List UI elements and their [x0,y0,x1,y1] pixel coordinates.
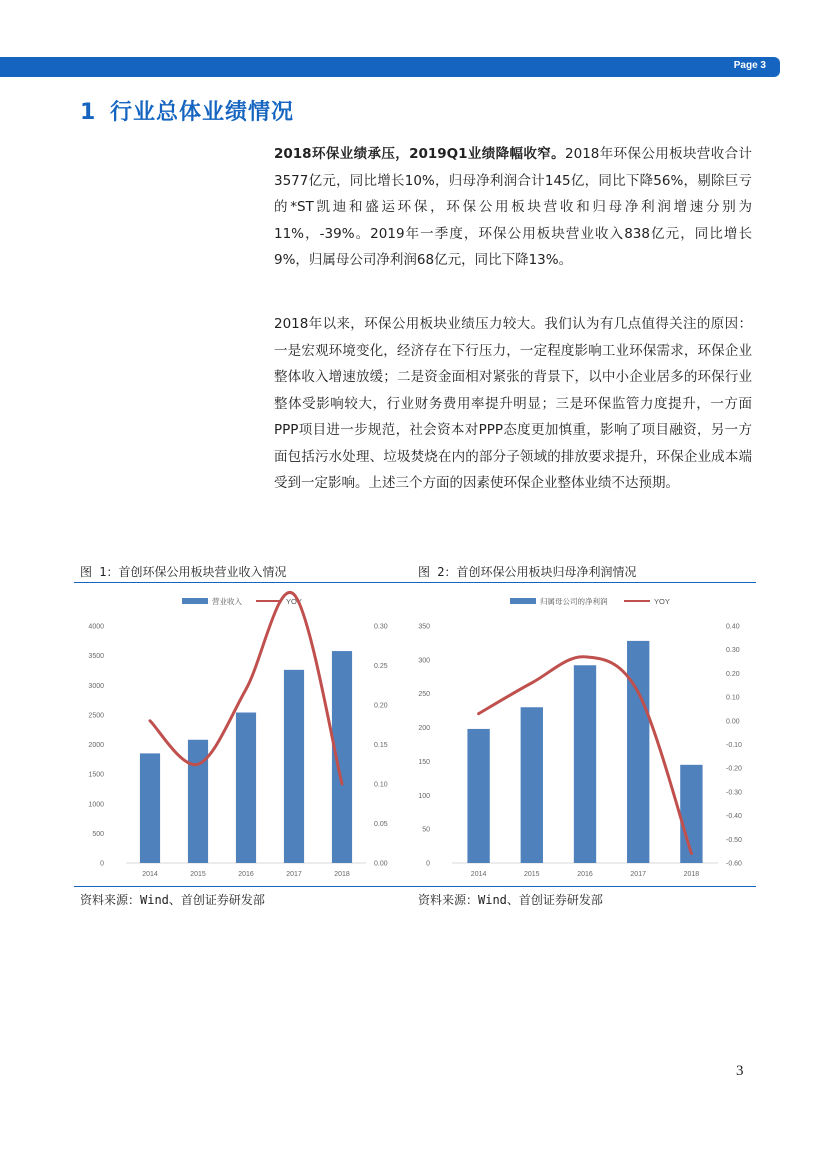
legend-label: YOY [654,597,670,606]
y-right-tick-label: -0.20 [726,765,742,773]
y-right-tick-label: 0.20 [374,702,388,710]
section-number: 1 [80,100,97,125]
header-bar [0,57,780,77]
y-right-tick-label: 0.15 [374,742,388,749]
x-tick-label: 2016 [577,871,593,878]
y-right-tick-label: 0.00 [374,860,388,868]
y-right-tick-label: 0.30 [374,623,388,631]
bar-2016 [574,665,596,863]
y-right-tick-label: 0.30 [726,647,740,655]
revenue-chart [74,588,412,882]
bar-2016 [236,713,256,863]
y-right-tick-label: 0.05 [374,821,388,828]
y-left-tick-label: 500 [92,830,104,838]
y-right-tick-label: 0.10 [726,694,740,702]
paragraph-2: 2018年以来，环保公用板块业绩压力较大。我们认为有几点值得关注的原因：一是宏观环境变化，经济存在下行压力，一定程度影响工业环保需求，环保企业整体收入增速放缓；二是资金面相对紧张的背景下，以中小企业居多的环保行业整体受影响较大，行业财务费用率提升明显；三是环保监管力度提升，一方面PPP项目进一步规范，社会资本对PPP态度更加慎重，影响了项目融资，另一方面包括污水处理、垃圾焚烧在内的部分子领域的排放要求提升，环保企业成本端受到一定影响。上述三个方面的因素使环保企业整体业绩不达预期。 [274,316,752,491]
y-left-tick-label: 350 [418,623,430,631]
y-right-tick-label: 0.10 [374,781,388,789]
y-left-tick-label: 150 [418,758,430,766]
y-right-tick-label: -0.40 [726,813,742,821]
y-right-tick-label: 0.25 [374,663,388,670]
figure-2-source: 资料来源：Wind、首创证券研发部 [418,893,603,907]
y-right-tick-label: 0.20 [726,670,740,678]
page-number: 3 [736,1063,744,1079]
y-left-tick-label: 100 [418,792,430,800]
y-left-tick-label: 1500 [88,771,104,779]
y-left-tick-label: 0 [100,860,104,868]
bar-2014 [467,729,489,863]
y-left-tick-label: 300 [418,657,430,665]
y-left-tick-label: 200 [418,725,430,733]
y-right-tick-label: 0.00 [726,718,740,726]
x-tick-label: 2017 [286,871,302,878]
figure-bottom-rule [74,886,756,887]
x-tick-label: 2015 [524,871,540,878]
y-left-tick-label: 4000 [88,623,104,631]
legend-label: 营业收入 [212,597,242,606]
x-tick-label: 2014 [470,871,487,878]
y-left-tick-label: 3500 [88,653,104,661]
y-left-tick-label: 3000 [88,682,104,690]
x-tick-label: 2018 [334,871,350,878]
bar-2015 [521,707,543,863]
y-right-tick-label: 0.40 [726,623,740,631]
y-left-tick-label: 250 [418,691,430,699]
x-tick-label: 2014 [142,871,158,878]
y-left-tick-label: 2000 [88,742,104,749]
y-right-tick-label: -0.10 [726,742,742,749]
bar-2014 [140,753,160,863]
legend-swatch-归属母公司的净利润 [510,598,536,604]
figure-2-title: 图 2：首创环保公用板块归母净利润情况 [418,565,637,579]
paragraph-1-body: 2018年环保公用板块营收合计3577亿元，同比增长10%，归母净利润合计145亿，同比下降56%，剔除巨亏的*ST凯迪和盛运环保，环保公用板块营收和归母净利润增速分别为11%，-39%。2019年一季度，环保公用板块营业收入838亿元，同比增长9%，归属母公司净利润68亿元，同比下降13%。 [274,146,752,268]
figure-1-title: 图 1：首创环保公用板块营业收入情况 [80,565,287,579]
bar-2017 [627,641,649,863]
bar-2017 [284,670,304,863]
y-left-tick-label: 0 [426,860,430,868]
legend-label: YOY [286,597,302,606]
section-title [80,95,294,126]
bar-2018 [680,765,702,863]
y-left-tick-label: 1000 [88,801,104,809]
paragraph-1-lead: 2018环保业绩承压，2019Q1业绩降幅收窄。 [274,146,566,162]
paragraph-1 [274,141,752,274]
net-profit-chart [412,588,756,882]
figure-1-source: 资料来源：Wind、首创证券研发部 [80,893,265,907]
y-right-tick-label: -0.60 [726,860,742,868]
y-left-tick-label: 50 [422,826,430,834]
y-left-tick-label: 2500 [88,712,104,720]
x-tick-label: 2017 [630,871,646,878]
legend-label: 归属母公司的净利润 [540,597,608,606]
y-right-tick-label: -0.50 [726,836,742,844]
y-right-tick-label: -0.30 [726,789,742,797]
x-tick-label: 2016 [238,871,254,878]
legend-swatch-营业收入 [182,598,208,604]
figure-top-rule [74,582,756,583]
x-tick-label: 2018 [683,871,700,878]
page-label: Page 3 [733,60,766,71]
x-tick-label: 2015 [190,871,206,878]
section-title-text: 行业总体业绩情况 [110,100,295,125]
